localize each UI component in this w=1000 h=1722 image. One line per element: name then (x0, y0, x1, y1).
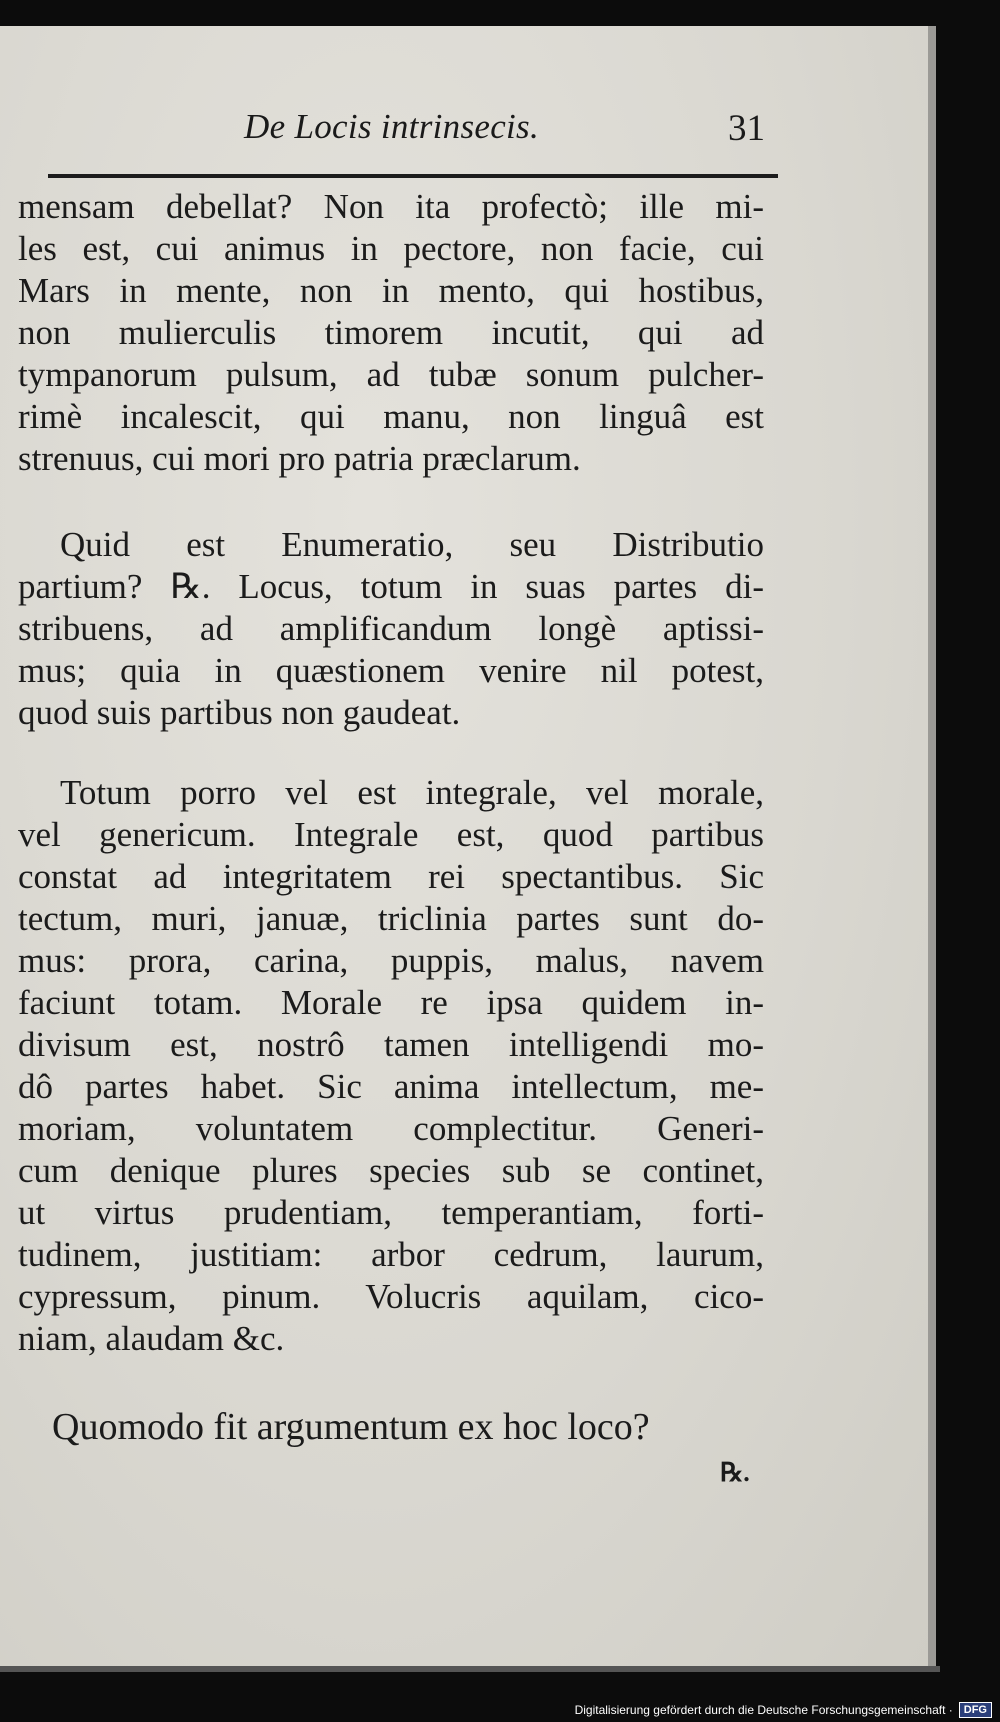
text-line: ut virtus prudentiam, temperantiam, forti- (18, 1193, 764, 1232)
footer (575, 1700, 992, 1720)
text-line: divisum est, nostrô tamen intelligendi mo- (18, 1025, 764, 1064)
dfg-logo: DFG (959, 1702, 992, 1718)
text-line: strenuus, cui mori pro patria præclarum. (18, 439, 581, 478)
text-line: dô partes habet. Sic anima intellectum, me- (18, 1067, 764, 1106)
text-line: mus: prora, carina, puppis, malus, navem (18, 941, 764, 980)
running-title: De Locis intrinsecis. (244, 107, 540, 146)
text-line: rimè incalescit, qui manu, non linguâ est (18, 397, 764, 436)
text-line: niam, alaudam &c. (18, 1319, 285, 1358)
page-number: 31 (728, 108, 765, 149)
text-line: quod suis partibus non gaudeat. (18, 693, 461, 732)
page-bottom-band (0, 1666, 940, 1672)
question-heading: Quomodo fit argumentum ex hoc loco? (52, 1406, 650, 1448)
paragraph-3 (18, 772, 764, 1360)
page-header (0, 95, 928, 155)
text-line: cypressum, pinum. Volucris aquilam, cico- (18, 1277, 764, 1316)
text-line: constat ad integritatem rei spectantibus. Sic (18, 857, 764, 896)
text-line: tympanorum pulsum, ad tubæ sonum pulcher- (18, 355, 764, 394)
text-line: moriam, voluntatem complectitur. Generi- (18, 1109, 764, 1148)
text-line: non mulierculis timorem incutit, qui ad (18, 313, 764, 352)
text-line: Totum porro vel est integrale, vel morale, (60, 773, 764, 812)
text-line: mus; quia in quæstionem venire nil potest, (18, 651, 764, 690)
header-rule (48, 174, 778, 178)
text-line: tudinem, justitiam: arbor cedrum, laurum, (18, 1235, 764, 1274)
paragraph-2 (18, 524, 764, 734)
catchword: ℞. (720, 1458, 750, 1487)
text-line: vel genericum. Integrale est, quod partibus (18, 815, 764, 854)
text-line: Quid est Enumeratio, seu Distributio (60, 525, 764, 564)
text-line: tectum, muri, januæ, triclinia partes sunt do- (18, 899, 764, 938)
text-line: mensam debellat? Non ita profectò; ille mi- (18, 187, 764, 226)
text-line: faciunt totam. Morale re ipsa quidem in- (18, 983, 764, 1022)
text-line: Mars in mente, non in mento, qui hostibus, (18, 271, 764, 310)
text-line: stribuens, ad amplificandum longè aptissi- (18, 609, 764, 648)
text-line: cum denique plures species sub se continet, (18, 1151, 764, 1190)
text-line: les est, cui animus in pectore, non facie, cui (18, 229, 764, 268)
paragraph-1 (18, 186, 764, 480)
text-line: partium? ℞. Locus, totum in suas partes di- (18, 567, 764, 606)
footer-credit: Digitalisierung gefördert durch die Deutsche Forschungsgemeinschaft · (574, 1703, 953, 1717)
page-edge (928, 26, 936, 1666)
